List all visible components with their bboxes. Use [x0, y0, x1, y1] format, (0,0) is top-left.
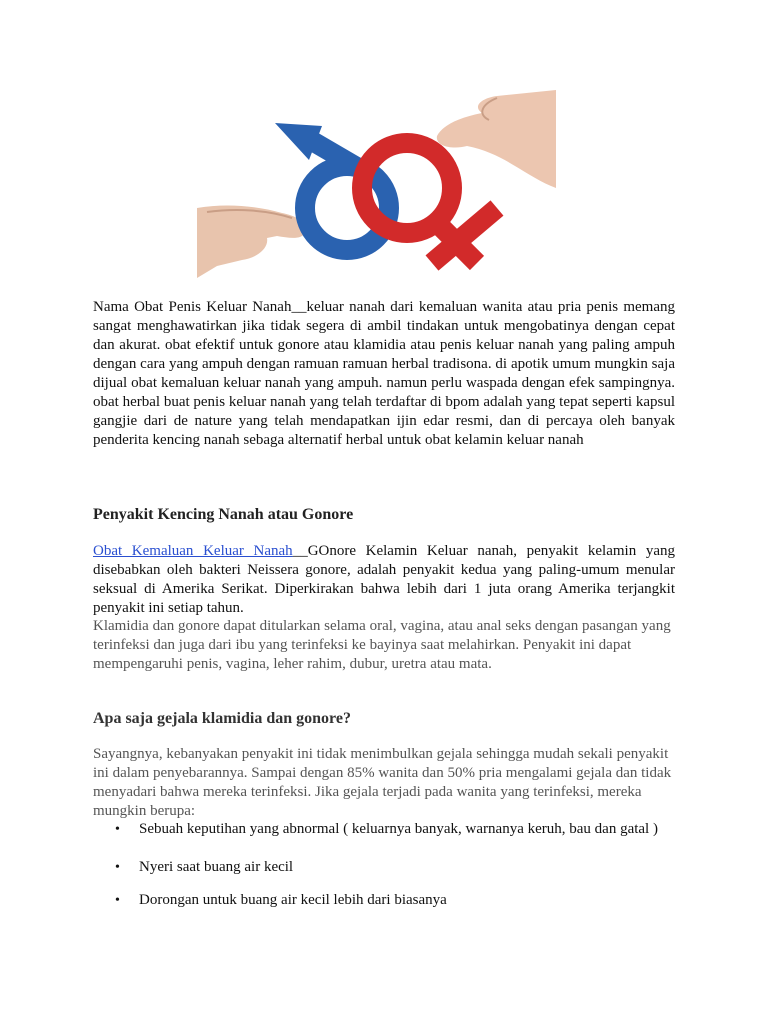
gender-symbols-image	[197, 88, 556, 284]
left-hand-illustration	[197, 206, 306, 278]
obat-kemaluan-link[interactable]: Obat Kemaluan Keluar Nanah	[93, 543, 293, 559]
gejala-paragraph: Sayangnya, kebanyakan penyakit ini tidak menimbulkan gejala sehingga mudah sekali penyakit ini dalam penyebarannya. Sampai dengan 85% wanita dan 50% pria mengalami gejala dan tidak menyadari bahwa mereka terinfeksi. Jika gejala terjadi pada wanita yang terinfeksi, mereka mungkin berupa:	[93, 746, 672, 819]
klamidia-paragraph: Klamidia dan gonore dapat ditularkan selama oral, vagina, atau anal seks dengan pasangan yang terinfeksi dan juga dari ibu yang terinfeksi ke bayinya saat melahirkan. Penyakit ini dapat mempengaruhi penis, vagina, leher rahim, dubur, uretra atau mata.	[93, 618, 671, 672]
list-item	[93, 891, 675, 910]
list-item-text: Dorongan untuk buang air kecil lebih dari biasanya	[139, 892, 447, 908]
bullet-icon: •	[115, 822, 120, 837]
bullet-icon: •	[115, 860, 120, 875]
list-item	[93, 858, 675, 891]
gonore-paragraph	[93, 542, 675, 618]
list-item	[93, 820, 675, 858]
section-heading-gejala: Apa saja gejala klamidia dan gonore?	[93, 710, 351, 727]
section-heading-gonore: Penyakit Kencing Nanah atau Gonore	[93, 506, 354, 523]
list-item-text: Sebuah keputihan yang abnormal ( keluarnya banyak, warnanya keruh, bau dan gatal )	[139, 821, 658, 837]
intro-paragraph: Nama Obat Penis Keluar Nanah__keluar nanah dari kemaluan wanita atau pria penis memang sangat menghawatirkan jika tidak segera di ambil tindakan untuk mengobatinya dengan cepat dan akurat. obat efektif untuk gonore atau klamidia atau penis keluar nanah yang paling ampuh dengan cara yang ampuh dengan ramuan ramuan herbal tradisona. di apotik umum mungkin saja dijual obat kemaluan keluar nanah yang ampuh. namun perlu waspada dengan efek sampingnya. obat herbal buat penis keluar nanah yang telah terdaftar di bpom adalah yang tepat seperti kapsul gangjie dari de nature yang telah mendapatkan ijin edar resmi, dan di percaya oleh banyak penderita kencing nanah sebaga alternatif herbal untuk obat kelamin keluar nanah	[93, 299, 675, 448]
bullet-icon: •	[115, 893, 120, 908]
gender-symbols-illustration	[197, 88, 556, 284]
symptom-list	[93, 820, 675, 910]
gonore-paragraph-text: __GOnore Kelamin Keluar nanah, penyakit kelamin yang disebabkan oleh bakteri Neissera gonore, adalah penyakit kedua yang paling-umum menular seksual di Amerika Serikat. Diperkirakan bahwa lebih dari 1 juta orang Amerika terjangkit penyakit ini setiap tahun.	[93, 543, 675, 616]
list-item-text: Nyeri saat buang air kecil	[139, 859, 294, 875]
